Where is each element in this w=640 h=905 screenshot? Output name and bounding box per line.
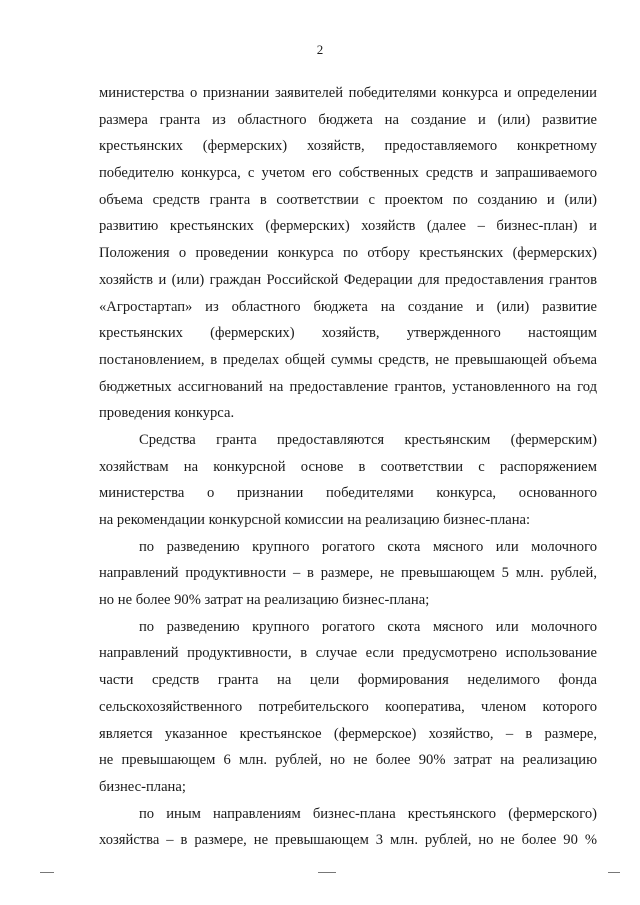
text-line: победителю конкурса, с учетом его собственных средств и запрашиваемого bbox=[99, 165, 597, 182]
text-line: бизнес-плана; bbox=[99, 778, 186, 795]
page-number: 2 bbox=[316, 42, 324, 57]
text-line: крестьянских (фермерских) хозяйств, утвержденного настоящим bbox=[99, 325, 597, 342]
text-line: бюджетных ассигнований на предоставление грантов, установленного на год bbox=[99, 378, 597, 395]
text-line: направлений продуктивности – в размере, не превышающем 5 млн. рублей, bbox=[99, 565, 597, 582]
scan-mark-left bbox=[40, 872, 54, 873]
text-line: по разведению крупного рогатого скота мясного или молочного bbox=[139, 618, 597, 635]
text-line: крестьянских (фермерских) хозяйств, предоставляемого конкретному bbox=[99, 138, 597, 155]
text-line: Средства гранта предоставляются крестьянским (фермерским) bbox=[139, 431, 597, 448]
text-line: не превышающем 6 млн. рублей, но не более 90% затрат на реализацию bbox=[99, 752, 597, 769]
text-line: на рекомендации конкурсной комиссии на реализацию бизнес-плана: bbox=[99, 512, 531, 528]
text-line: хозяйства – в размере, не превышающем 3 млн. рублей, но не более 90 % bbox=[99, 832, 597, 849]
text-line: по разведению крупного рогатого скота мясного или молочного bbox=[139, 538, 597, 555]
text-line: Положения о проведении конкурса по отбору крестьянских (фермерских) bbox=[99, 245, 597, 262]
text-line: является указанное крестьянское (фермерское) хозяйство, – в размере, bbox=[99, 725, 597, 742]
text-line: министерства о признании заявителей победителями конкурса и определении bbox=[99, 85, 597, 101]
text-line: «Агростартап» из областного бюджета на создание и (или) развитие bbox=[99, 298, 597, 315]
text-line: постановлением, в пределах общей суммы средств, не превышающей объема bbox=[99, 351, 597, 368]
text-line: хозяйств и (или) граждан Российской Федерации для предоставления грантов bbox=[99, 271, 597, 288]
text-line: хозяйствам на конкурсной основе в соответствии с распоряжением bbox=[99, 458, 597, 475]
text-line: части средств гранта на цели формирования неделимого фонда bbox=[99, 672, 597, 689]
scan-mark-right bbox=[608, 872, 620, 873]
text-line: проведения конкурса. bbox=[99, 405, 235, 422]
text-line: министерства о признании победителями конкурса, основанного bbox=[99, 485, 597, 502]
text-line: направлений продуктивности, в случае если предусмотрено использование bbox=[99, 645, 597, 662]
text-line: но не более 90% затрат на реализацию бизнес-плана; bbox=[99, 592, 430, 609]
text-line: объема средств гранта в соответствии с проектом по созданию и (или) bbox=[99, 191, 597, 208]
text-line: по иным направлениям бизнес-плана крестьянского (фермерского) bbox=[139, 805, 597, 822]
body-text bbox=[99, 80, 597, 854]
text-line: развитию крестьянских (фермерских) хозяйств (далее – бизнес-план) и bbox=[99, 218, 597, 235]
scan-mark-center bbox=[318, 872, 336, 873]
text-line: размера гранта из областного бюджета на создание и (или) развитие bbox=[99, 111, 597, 128]
text-line: сельскохозяйственного потребительского кооператива, членом которого bbox=[99, 698, 597, 715]
